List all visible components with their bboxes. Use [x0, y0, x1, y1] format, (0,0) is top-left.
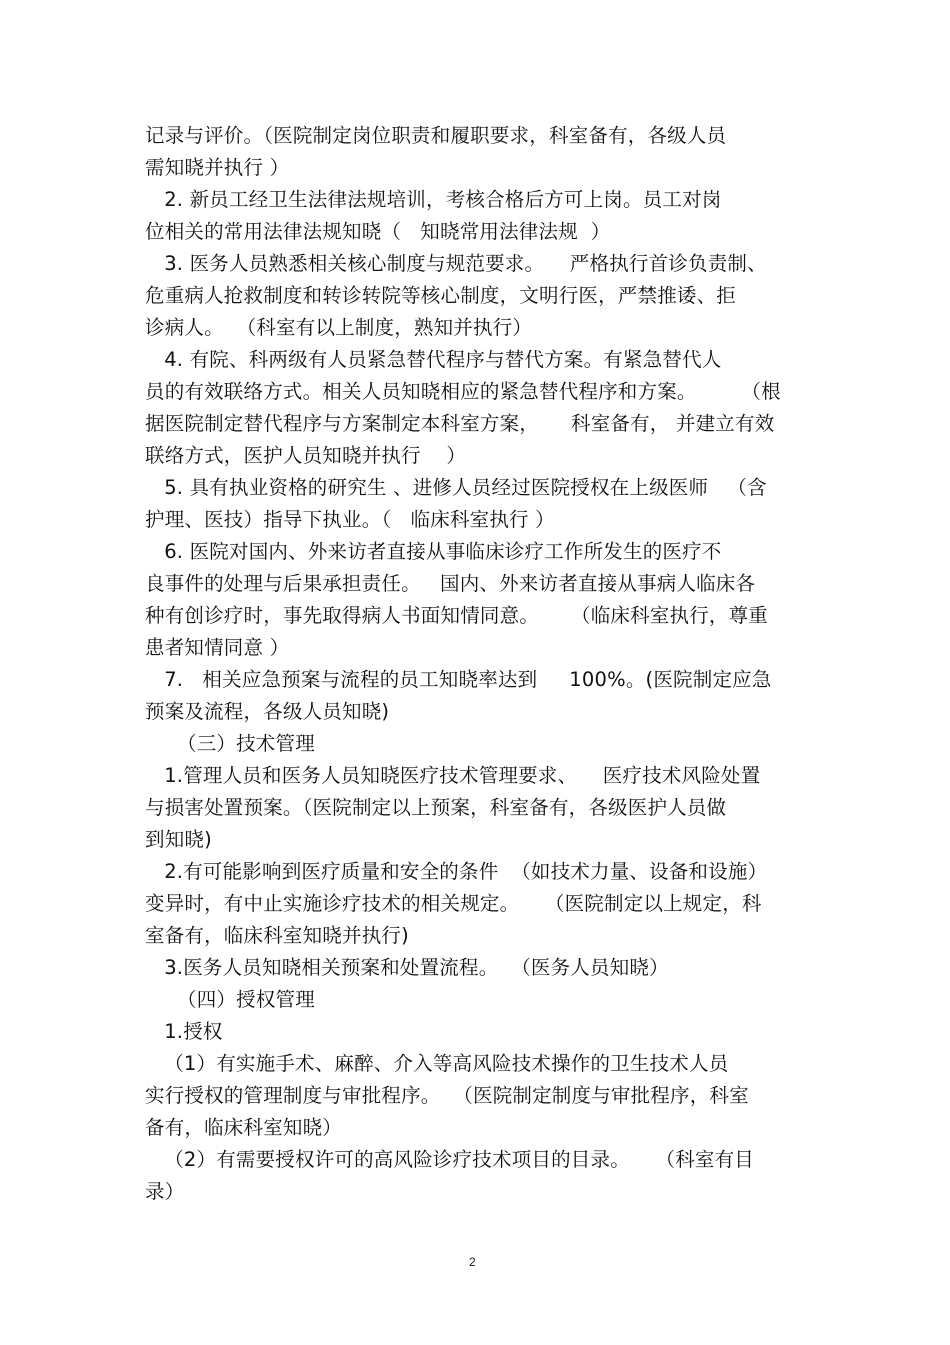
text-line: 备有，临床科室知晓）: [145, 1116, 343, 1139]
text-line: 5. 具有执业资格的研究生 、进修人员经过医院授权在上级医师 （含: [145, 476, 767, 499]
text-line: 联络方式，医护人员知晓并执行 ）: [145, 444, 467, 467]
text-line: 危重病人抢救制度和转诊转院等核心制度，文明行医，严禁推诿、拒: [145, 284, 737, 307]
text-line: 记录与评价。（医院制定岗位职责和履职要求，科室备有，各级人员: [145, 124, 727, 147]
text-line: 3. 医务人员熟悉相关核心制度与规范要求。 严格执行首诊负责制、: [145, 252, 767, 275]
text-line: 1.授权: [145, 1020, 223, 1043]
text-line: 护理、医技）指导下执业。（ 临床科室执行 ）: [145, 508, 555, 531]
section-heading: （三）技术管理: [145, 732, 315, 755]
text-line: 预案及流程，各级人员知晓): [145, 700, 390, 723]
text-line: 2.有可能影响到医疗质量和安全的条件 （如技术力量、设备和设施）: [145, 860, 768, 883]
text-line: 患者知情同意 ）: [145, 636, 290, 659]
text-line: 7. 相关应急预案与流程的员工知晓率达到 100%。(医院制定应急: [145, 668, 772, 691]
text-line: 位相关的常用法律法规知晓（ 知晓常用法律法规 ）: [145, 220, 611, 243]
text-line: 变异时，有中止实施诊疗技术的相关规定。 （医院制定以上规定，科: [145, 892, 762, 915]
text-line: 6. 医院对国内、外来访者直接从事临床诊疗工作所发生的医疗不: [145, 540, 722, 563]
text-line: 需知晓并执行 ）: [145, 156, 290, 179]
text-line: （2）有需要授权许可的高风险诊疗技术项目的目录。 （科室有目: [145, 1148, 754, 1171]
text-line: 室备有，临床科室知晓并执行): [145, 924, 409, 947]
text-line: 种有创诊疗时，事先取得病人书面知情同意。 （临床科室执行，尊重: [145, 604, 768, 627]
text-line: （1）有实施手术、麻醉、介入等高风险技术操作的卫生技术人员: [145, 1052, 729, 1075]
text-line: 据医院制定替代程序与方案制定本科室方案， 科室备有， 并建立有效: [145, 412, 775, 435]
text-line: 良事件的处理与后果承担责任。 国内、外来访者直接从事病人临床各: [145, 572, 756, 595]
text-line: 员的有效联络方式。相关人员知晓相应的紧急替代程序和方案。 （根: [145, 380, 781, 403]
text-line: 诊病人。 （科室有以上制度，熟知并执行）: [145, 316, 533, 339]
text-line: 3.医务人员知晓相关预案和处置流程。 （医务人员知晓）: [145, 956, 669, 979]
text-line: 1.管理人员和医务人员知晓医疗技术管理要求、 医疗技术风险处置: [145, 764, 761, 787]
text-line: 到知晓): [145, 828, 212, 851]
text-line: 录）: [145, 1180, 185, 1203]
page-number: 2: [469, 1255, 476, 1269]
text-line: 2. 新员工经卫生法律法规培训，考核合格后方可上岗。员工对岗: [145, 188, 722, 211]
text-line: 与损害处置预案。（医院制定以上预案，科室备有，各级医护人员做: [145, 796, 727, 819]
text-line: 实行授权的管理制度与审批程序。 （医院制定制度与审批程序，科室: [145, 1084, 749, 1107]
section-heading: （四）授权管理: [145, 988, 315, 1011]
text-line: 4. 有院、科两级有人员紧急替代程序与替代方案。有紧急替代人: [145, 348, 722, 371]
